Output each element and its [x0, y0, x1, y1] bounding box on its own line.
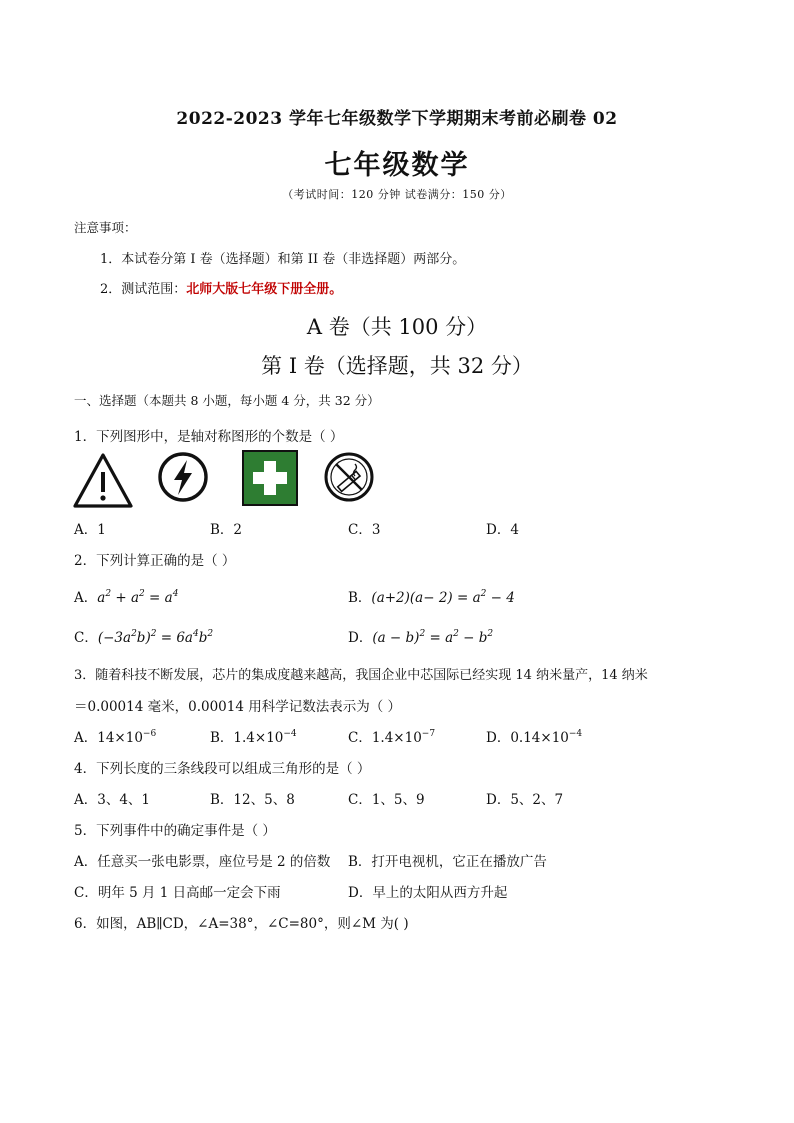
- q3-option-d-exponent: −4: [568, 729, 583, 739]
- q4-option-d: D．5、2、7: [486, 792, 564, 808]
- notice-heading: 注意事项：: [74, 220, 137, 235]
- q2-stem: 2．下列计算正确的是（ ）: [74, 553, 236, 569]
- q5-option-a: A．任意买一张电影票，座位号是 2 的倍数: [74, 854, 331, 870]
- notice-item-2: [100, 278, 342, 297]
- notice-item-2-prefix: 2．测试范围：: [100, 282, 187, 297]
- q4-option-b: B．12、5、8: [210, 792, 295, 808]
- q3-stem-line-2: ＝0.00014 毫米，0.00014 用科学记数法表示为（ ）: [74, 699, 402, 715]
- exam-title: 2022-2023 学年七年级数学下学期期末考前必刷卷 02: [176, 109, 618, 129]
- no-smoking-icon: [322, 450, 384, 512]
- q3-option-b-exponent: −4: [283, 729, 297, 739]
- volume-a-heading: A 卷（共 100 分）: [306, 315, 488, 339]
- q5-stem: 5．下列事件中的确定事件是（ ）: [74, 823, 276, 839]
- q2-option-a-formula: $a^2 + a^2 = a^4$: [97, 589, 179, 606]
- q3-option-c: [348, 726, 435, 746]
- q3-option-b: [210, 726, 297, 746]
- q3-option-c-base: C．1.4×10: [348, 730, 422, 746]
- q1-option-a: A．1: [74, 522, 106, 538]
- q6-stem: 6．如图，AB∥CD，∠A=38°，∠C=80°，则∠M 为( ): [74, 916, 409, 932]
- q2-option-b: [348, 586, 515, 606]
- q4-stem: 4．下列长度的三条线段可以组成三角形的是（ ）: [74, 761, 371, 777]
- q4-option-c: C．1、5、9: [348, 792, 425, 808]
- lightning-circle-icon: [156, 450, 218, 512]
- q2-option-c-label: C．: [74, 630, 98, 646]
- q3-option-d-base: D．0.14×10: [486, 730, 569, 746]
- q1-option-c: C．3: [348, 522, 381, 538]
- q3-option-a-base: A．14×10: [74, 730, 143, 746]
- q2-option-c: [74, 626, 213, 646]
- q3-option-b-base: B．1.4×10: [210, 730, 284, 746]
- q4-option-a: A．3、4、1: [74, 792, 151, 808]
- section-heading: 一、选择题（本题共 8 小题，每小题 4 分，共 32 分）: [74, 393, 380, 408]
- exam-meta: （考试时间：120 分钟 试卷满分：150 分）: [282, 188, 512, 201]
- warning-triangle-icon: [72, 450, 134, 512]
- notice-item-1: 1．本试卷分第 I 卷（选择题）和第 II 卷（非选择题）两部分。: [100, 252, 466, 267]
- q2-option-a-label: A．: [74, 590, 98, 606]
- first-aid-cross-icon: [242, 450, 304, 512]
- subject-title: 七年级数学: [324, 150, 470, 181]
- q1-option-d: D．4: [486, 522, 519, 538]
- q3-option-a: [74, 726, 156, 746]
- q3-stem-line-1: 3．随着科技不断发展，芯片的集成度越来越高，我国企业中芯国际已经实现 14 纳米量产，14 纳米: [74, 668, 648, 683]
- q3-option-a-exponent: −6: [142, 729, 157, 739]
- q3-option-d: [486, 726, 582, 746]
- q2-option-d-formula: $(a - b)^2 = a^2 - b^2$: [372, 629, 494, 646]
- q5-option-b: B．打开电视机，它正在播放广告: [348, 854, 547, 870]
- q5-option-d: D．早上的太阳从西方升起: [348, 885, 508, 901]
- q1-option-b: B．2: [210, 522, 243, 538]
- q2-option-c-formula: $(-3a^2b)^2 = 6a^4b^2$: [97, 629, 214, 646]
- q2-option-d: [348, 626, 493, 646]
- notice-item-2-scope: 北师大版七年级下册全册。: [186, 282, 343, 297]
- q2-option-d-label: D．: [348, 630, 373, 646]
- q2-option-b-formula: $(a+2)(a- 2) = a^2 - 4$: [371, 589, 515, 606]
- q3-option-c-exponent: −7: [421, 729, 436, 739]
- q1-stem: 1．下列图形中，是轴对称图形的个数是（ ）: [74, 429, 344, 445]
- q2-option-b-label: B．: [348, 590, 372, 606]
- q5-option-c: C．明年 5 月 1 日高邮一定会下雨: [74, 885, 281, 901]
- volume-1-heading: 第 I 卷（选择题，共 32 分）: [261, 354, 533, 378]
- q2-option-a: [74, 586, 178, 606]
